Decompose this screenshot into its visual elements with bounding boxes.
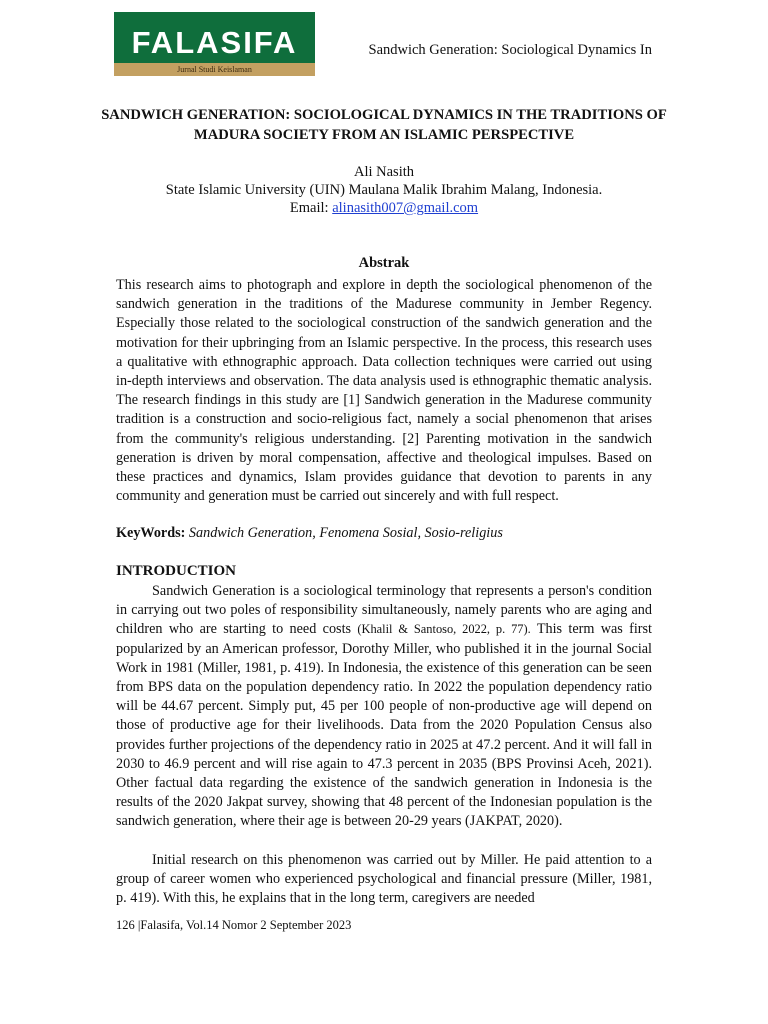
journal-info: Falasifa, Vol.14 Nomor 2 September 2023 [140,918,352,932]
page-number: 126 [116,918,135,932]
running-head: Sandwich Generation: Sociological Dynamics In [368,42,652,58]
intro-p1-citation: (Khalil & Santoso, 2022, p. 77). [357,622,531,637]
author-affiliation: State Islamic University (UIN) Maulana Malik Ibrahim Malang, Indonesia. [165,182,603,198]
page-footer [116,918,351,933]
keywords-label: KeyWords: [116,525,186,541]
intro-paragraph-2: Initial research on this phenomenon was carried out by Miller. He paid attention to a group of career women who experienced psychological and financial pressure (Miller, 1981, p. 419). With this, he explains that in the long term, caregivers are needed [116,852,652,907]
author-name: Ali Nasith [353,164,414,180]
logo-subtitle: Jurnal Studi Keislaman [177,65,252,74]
author-email-line [80,199,688,217]
intro-paragraph-1 [116,582,652,832]
intro-p1-rest: This term was first popularized by an American professor, Dorothy Miller, who published it in the journal Social Work in 1981 (Miller, 1981, p. 419). In Indonesia, the existence of this generation can be seen from BPS data on the population dependency ratio. In 2022 the population dependency ratio will be 44.67 percent. Simply put, 45 per 100 people of non-productive age will depend on those of productive age for their livelihoods. Data from the 2020 Population Census also provides further projections of the dependency ratio in 2025 at 47.2 percent. And it will fall in 2030 to 46.9 percent and will rise again to 47.3 percent in 2035 (BPS Provinsi Aceh, 2021). Other factual data regarding the existence of the sandwich generation in Indonesia is the results of the 2020 Jakpat survey, showing that 48 percent of the Indonesian population is the sandwich generation, where their age is between 20-29 years (JAKPAT, 2020). [116,621,652,830]
intro-p1-start: Sandwich Generation is a sociological terminology that represents a person's condition in carrying out two poles of responsibility simultaneously, namely parents who are aging and children who are starting to need costs [116,583,652,638]
introduction-heading: INTRODUCTION [116,563,237,579]
paper-title: SANDWICH GENERATION: SOCIOLOGICAL DYNAMICS IN THE TRADITIONS OF MADURA SOCIETY FROM AN ISLAMIC PERSPECTIVE [101,107,667,143]
author-block [80,163,688,217]
logo-wordmark: FALASIFA [131,25,298,60]
abstract-text: This research aims to photograph and explore in depth the sociological phenomenon of the sandwich generation in the traditions of the Madurese community in Jember Regency. Especially those related to the sociological construction of the sandwich generation and the motivation for their upbringing from an Islamic perspective. In the process, this research uses a qualitative with ethnographic approach. Data collection techniques were carried out using in-depth interviews and observation. The data analysis used is ethnographic thematic analysis. The research findings in this study are [1] Sandwich generation in the Madurese community tradition is a construction and socio-religious fact, namely a social phenomenon that arises from the community's religious understanding. [2] Parenting motivation in the sandwich generation is driven by moral compensation, affective and theological impulses. Based on these practices and dynamics, Islam provides guidance that devotion to parents in any community and generation must be carried out sincerely and with full respect. [116,277,652,505]
journal-logo [114,12,315,76]
footer-separator: | [137,918,141,932]
abstract-heading: Abstrak [358,255,410,271]
email-link[interactable]: alinasith007@gmail.com [332,200,479,216]
keywords-line [116,525,503,542]
keywords-value: Sandwich Generation, Fenomena Sosial, Sosio-religius [188,525,503,541]
email-label: Email: [289,200,329,216]
